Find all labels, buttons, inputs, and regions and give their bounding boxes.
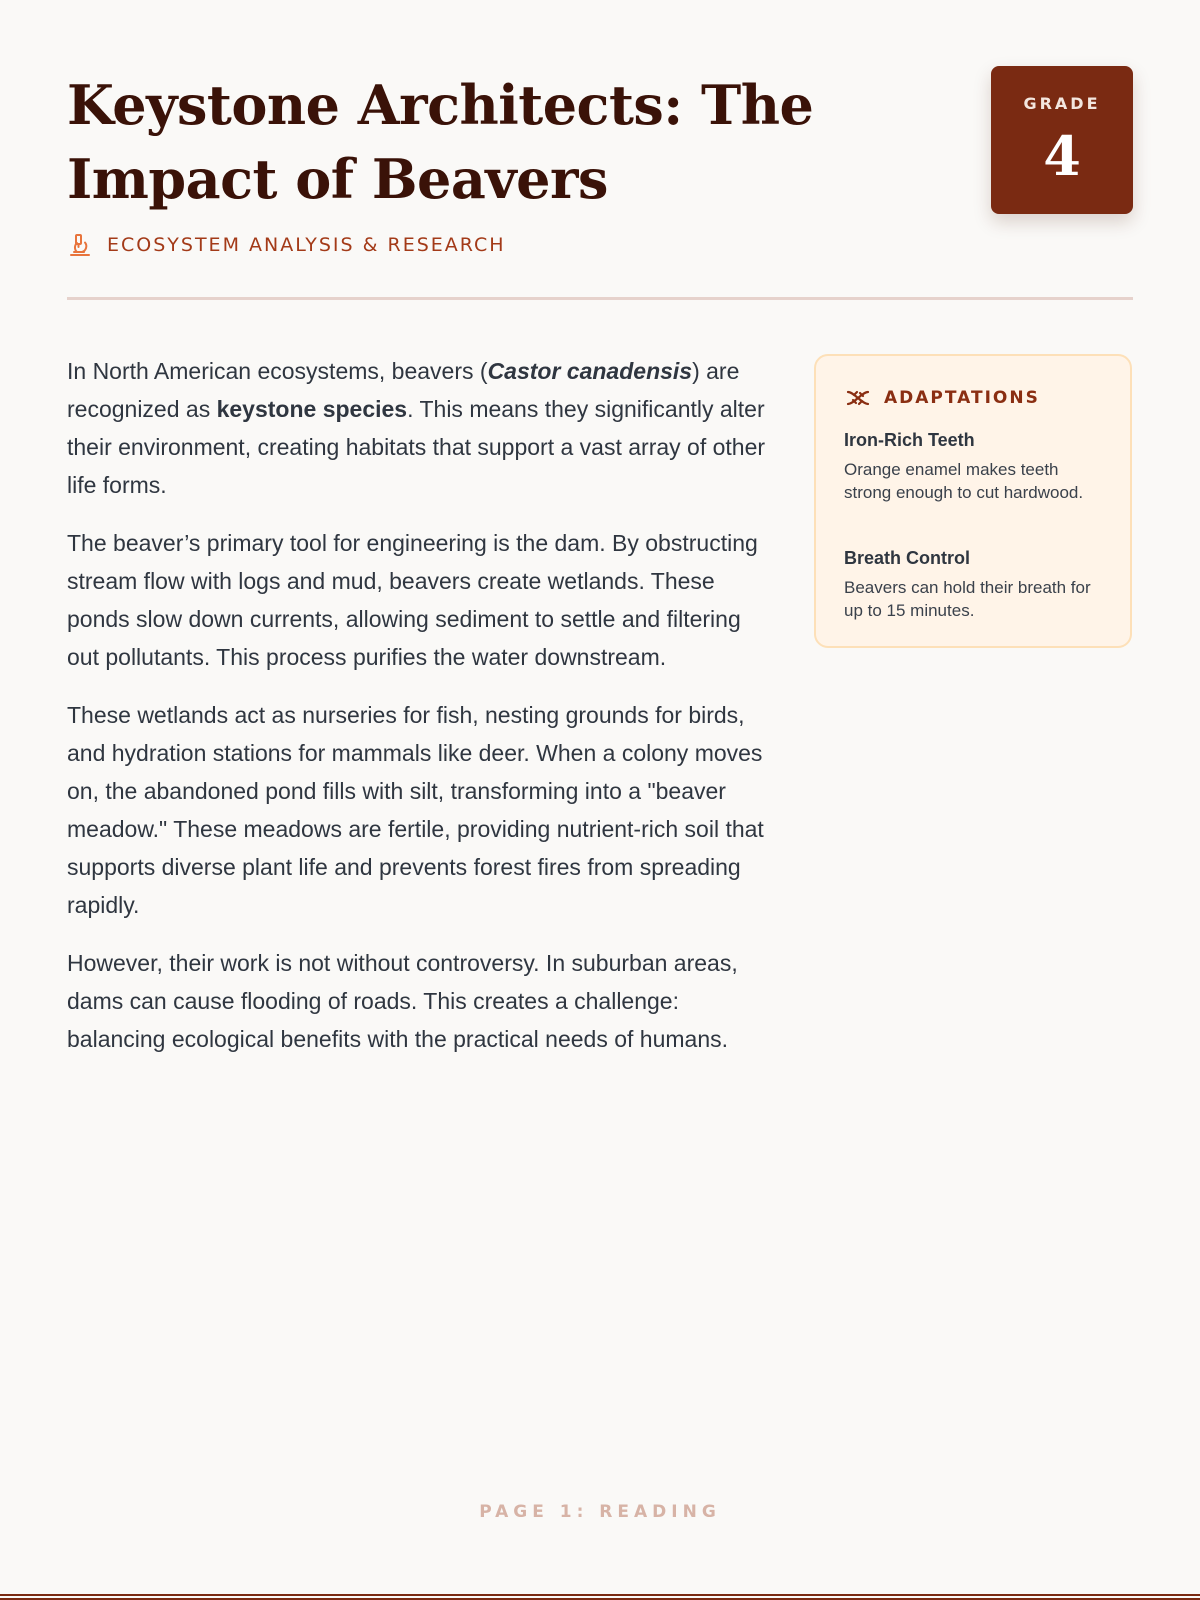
fact-item — [844, 428, 1106, 504]
sidebar-header — [844, 384, 1040, 412]
fact-text: Beavers can hold their breath for up to 15 minutes. — [844, 578, 1091, 620]
subtitle: ECOSYSTEM ANALYSIS & RESEARCH — [107, 234, 506, 256]
dna-icon — [844, 384, 872, 412]
worksheet-page — [67, 0, 1133, 1600]
fact-item — [844, 546, 1106, 622]
fact-text: Orange enamel makes teeth strong enough to cut hardwood. — [844, 460, 1084, 502]
grade-badge — [991, 66, 1133, 214]
sidebar-title: ADAPTATIONS — [884, 388, 1040, 408]
fact-name: Breath Control — [844, 548, 970, 568]
paragraph-1-text-a: In North American ecosystems, beavers ( — [67, 358, 488, 384]
bottom-border-line — [0, 1594, 1200, 1596]
subtitle-row — [67, 230, 506, 260]
paragraph-1-text-b: ) are recognized as — [67, 358, 740, 422]
header-divider — [67, 297, 1133, 300]
paragraph-1 — [67, 352, 767, 504]
paragraph-3: These wetlands act as nurseries for fish, nesting grounds for birds, and hydration stations for mammals like deer. When a colony moves on, the abandoned pond fills with silt, transforming into a "beaver meadow." These meadows are fertile, providing nutrient-rich soil that supports diverse plant life and prevents forest fires from spreading rapidly. — [67, 702, 764, 918]
bottom-border — [0, 1594, 1200, 1600]
paragraph-1-text-c: . This means they significantly alter their environment, creating habitats that support a vast array of other life forms. — [67, 396, 766, 498]
grade-label: GRADE — [1023, 94, 1101, 113]
adaptations-sidebar — [814, 354, 1132, 648]
page-title: Keystone Architects: The Impact of Beavers — [67, 73, 814, 211]
microscope-icon — [67, 232, 93, 258]
header — [67, 66, 1133, 298]
species-name: Castor canadensis — [487, 358, 693, 384]
page-footer: PAGE 1: READING — [479, 1502, 721, 1522]
key-term: keystone species — [216, 396, 408, 422]
article-body — [67, 352, 767, 1078]
grade-value: 4 — [1043, 124, 1081, 188]
paragraph-4: However, their work is not without controversy. In suburban areas, dams can cause flooding of roads. This creates a challenge: balancing ecological benefits with the practical needs of humans. — [67, 950, 738, 1052]
paragraph-2: The beaver’s primary tool for engineering is the dam. By obstructing stream flow with logs and mud, beavers create wetlands. These ponds slow down currents, allowing sediment to settle and filtering out pollutants. This process purifies the water downstream. — [67, 530, 758, 670]
fact-name: Iron-Rich Teeth — [844, 430, 975, 450]
